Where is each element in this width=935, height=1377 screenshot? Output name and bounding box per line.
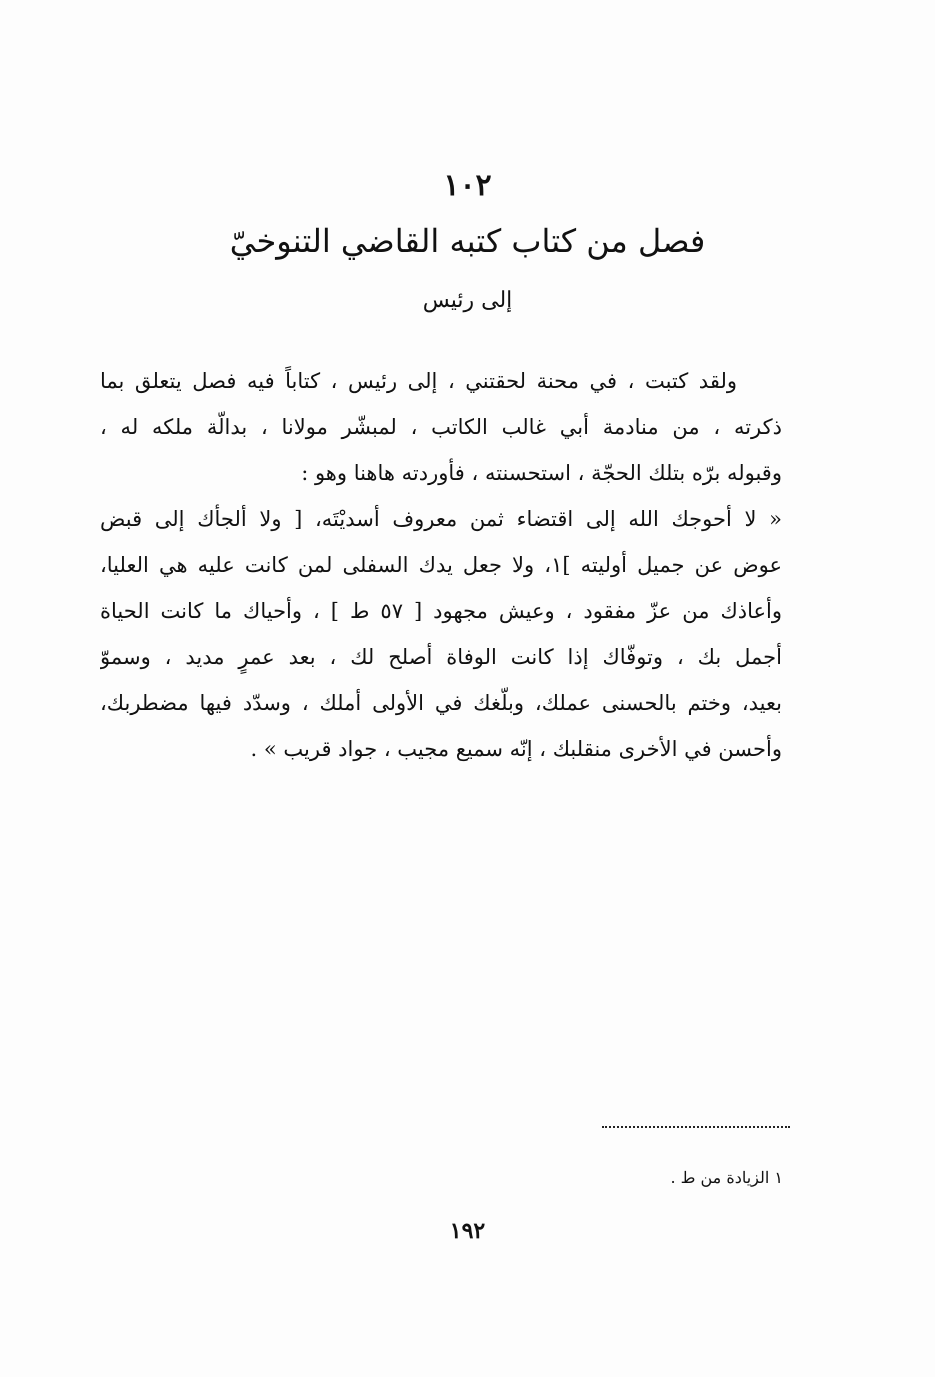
paragraph-line: وقبوله برّه بتلك الحجّة ، استحسنته ، فأوردته هاهنا وهو : [301,461,782,485]
quote-line: بعيد، وختم بالحسنى عملك، وبلّغك في الأولى أملك ، وسدّد فيها مضطربك، [100,691,782,715]
paragraph-line: ذكرته ، من منادمة أبي غالب الكاتب ، لمبشّر مولانا ، بدالّة ملكه له ، [100,415,782,439]
quote-line: وأحسن في الأخرى منقلبك ، إنّه سميع مجيب ، جواد قريب » . [250,737,782,761]
section-title: فصل من كتاب كتبه القاضي التنوخيّ [229,222,706,260]
section-subtitle: إلى رئيس [422,288,513,313]
footnote: ١ الزيادة من ط . [670,1168,783,1187]
quote-line: وأعاذك من عزّ مفقود ، وعيش مجهود [ ٥٧ ط ] ، وأحياك ما كانت الحياة [100,599,782,623]
footnote-divider [602,1126,790,1128]
section-number: ١٠٢ [443,168,492,203]
paragraph-line: ولقد كتبت ، في محنة لحقتني ، إلى رئيس ، كتاباً فيه فصل يتعلق بما [100,369,737,393]
body-paragraph [100,358,782,772]
quote-line: « لا أحوجك الله إلى اقتضاء ثمن معروف أسديْتَه، [ ولا ألجأك إلى قبض [100,507,782,531]
quote-line: أجمل بك ، وتوفّاك إذا كانت الوفاة أصلح لك ، بعد عمرٍ مديد ، وسموّ [100,645,782,669]
quote-line: عوض عن جميل أوليته ]١، ولا جعل يدك السفلى لمن كانت عليه هي العليا، [100,553,782,577]
page-number: ١٩٢ [449,1218,486,1244]
